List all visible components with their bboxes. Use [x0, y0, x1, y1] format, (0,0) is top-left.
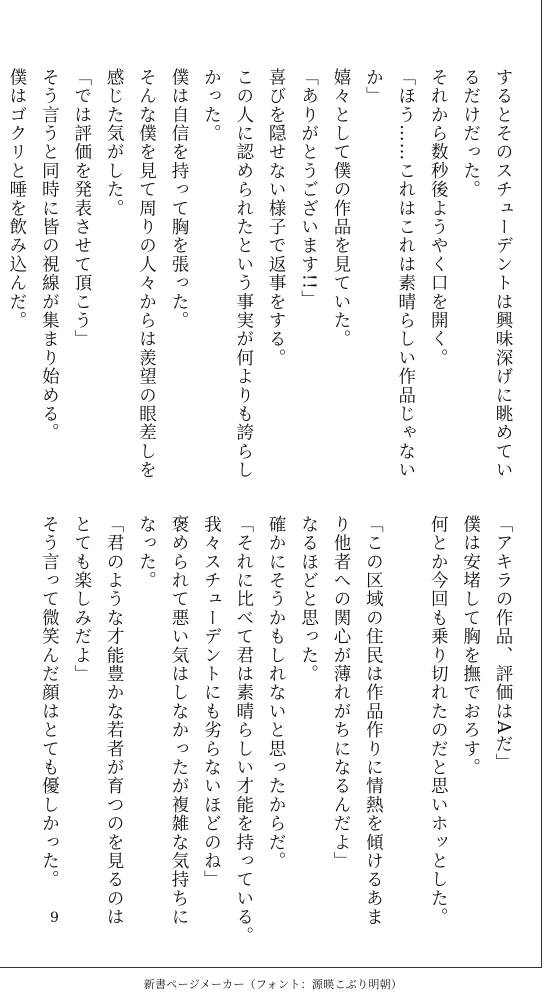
text-line: り他者への関心が薄れがちになるんだよ」: [330, 515, 351, 871]
text-block-upper: [6, 68, 519, 480]
text-line: 喜びを隠せない様子で返事をする。: [266, 68, 287, 368]
text-line: 「ほう……これはこれは素晴らしい作品じゃない: [395, 68, 416, 480]
text-line: 「それに比べて君は素晴らしい才能を持っている。: [233, 515, 254, 946]
page-number: 9: [50, 910, 59, 926]
text-line: なるほどと思った。: [298, 515, 319, 684]
text-line: るだけだった。: [460, 68, 481, 199]
text-line: 何とか今回も乗り切れたのだと思いホッとした。: [428, 515, 449, 927]
text-line: か」: [363, 68, 384, 106]
text-line: そう言って微笑んだ顔はとても優しかった。: [39, 515, 60, 889]
text-line: そんな僕を見て周りの人々からは羨望の眼差しを: [136, 68, 157, 480]
text-line: 確かにそうかもしれないと思ったからだ。: [266, 515, 287, 871]
text-line: 僕はゴクリと唾を飲み込んだ。: [6, 68, 27, 330]
text-line: 「ありがとうございます!!」: [298, 68, 319, 309]
text-line: 僕は安堵して胸を撫でおろす。: [460, 515, 481, 777]
text-line: 褒められて悪い気はしなかったが複雑な気持ちに: [168, 515, 189, 927]
text-line: 「君のような才能豊かな若者が育つのを見るのは: [104, 515, 125, 927]
text-line: かった。: [201, 68, 222, 143]
text-line: 感じた気がした。: [104, 68, 125, 218]
text-line: そう言うと同時に皆の視線が集まり始める。: [39, 68, 60, 442]
blank-line: [389, 515, 421, 895]
text-line: 「では評価を発表させて頂こう」: [71, 68, 92, 349]
text-line: とても楽しみだよ」: [71, 515, 92, 684]
text-line: するとそのスチューデントは興味深げに眺めてい: [493, 68, 513, 480]
text-line: 僕は自信を持って胸を張った。: [168, 68, 189, 330]
text-line: 「アキラの作品、評価はAだ」: [493, 515, 513, 772]
text-line: 嬉々として僕の作品を見ていた。: [330, 68, 351, 349]
footer-caption: 新書ページメーカー（フォント：源暎こぶり明朝）: [143, 978, 403, 991]
text-block-lower: [39, 515, 519, 946]
text-line: なった。: [136, 515, 157, 590]
text-line: それから数秒後ようやく口を開く。: [428, 68, 449, 368]
text-line: この人に認められたという事実が何よりも誇らし: [233, 68, 254, 480]
text-line: 「この区域の住民は作品作りに情熱を傾けるあま: [363, 515, 384, 927]
text-line: 我々スチューデントにも劣らないほどのね」: [201, 515, 222, 889]
